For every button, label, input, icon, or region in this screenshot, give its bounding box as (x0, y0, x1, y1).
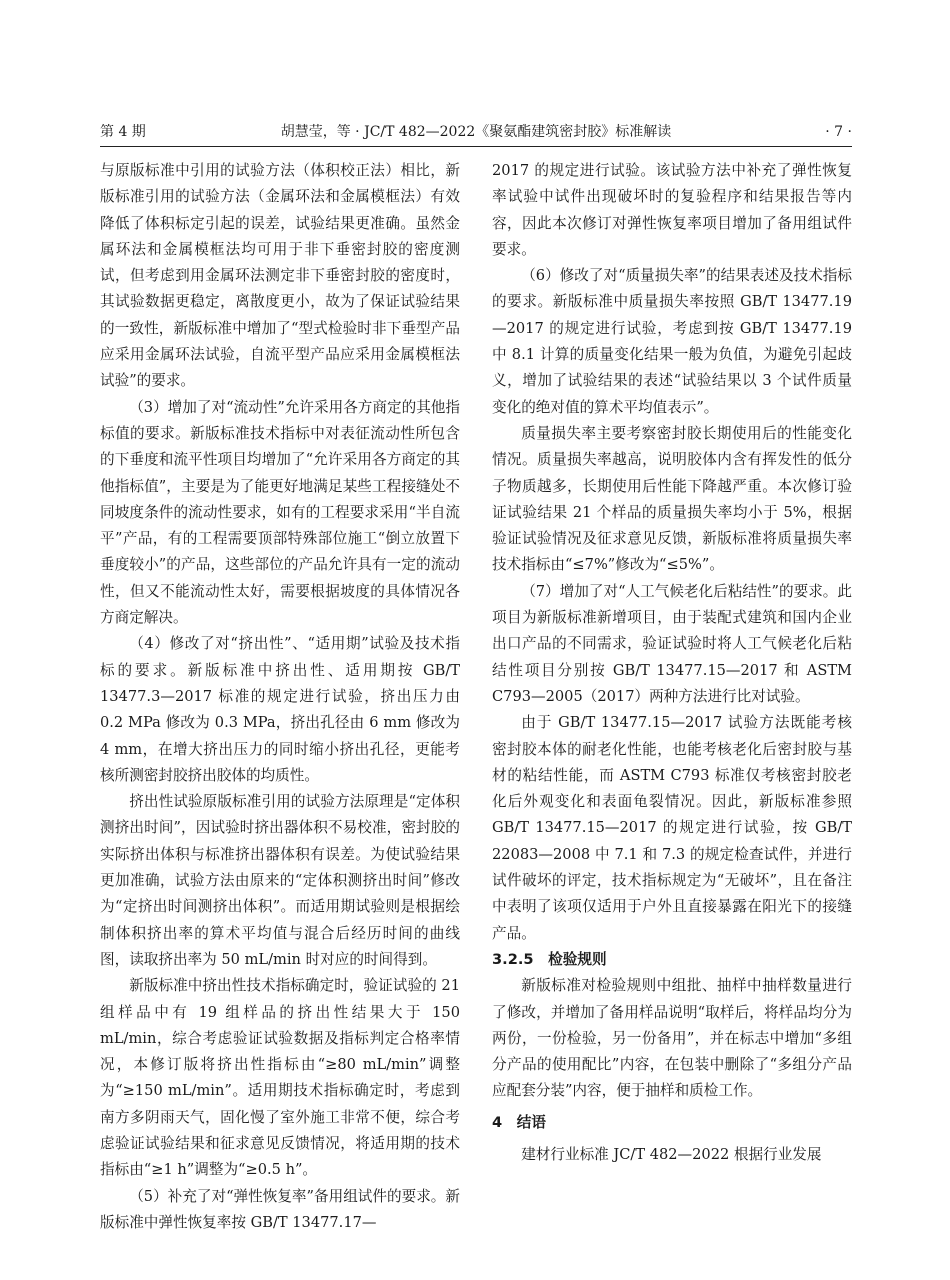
running-title: 胡慧莹，等 · JC/T 482—2022《聚氨酯建筑密封胶》标准解读 (280, 124, 672, 140)
paragraph: 与原版标准中引用的试验方法（体积校正法）相比，新版标准引用的试验方法（金属环法和金属模框法）有效降低了体积标定引起的误差，试验结果更准确。虽然金属环法和金属模框法均可用于非下垂密封胶的密度测试，但考虑到用金属环法测定非下垂密封胶的密度时，其试验数据更稳定，离散度更小，故为了保证试验结果的一致性，新版标准中增加了“型式检验时非下垂型产品应采用金属环法试验，自流平型产品应采用金属模框法试验”的要求。 (100, 162, 460, 390)
subsection-title: 检验规则 (548, 950, 607, 968)
subsection-number: 3.2.5 (492, 950, 534, 968)
paragraph: 质量损失率主要考察密封胶长期使用后的性能变化情况。质量损失率越高，说明胶体内含有挥发性的低分子物质越多，长期使用后性能下降越严重。本次修订验证试验结果 21 个样品的质量损失率均小于 5%，根据验证试验情况及征求意见反馈，新版标准将质量损失率技术指标由“≤7%”修改为“≤5%”。 (492, 424, 852, 574)
left-column (100, 158, 460, 1236)
paragraph: （5）补充了对“弹性恢复率”备用组试件的要求。新版标准中弹性恢复率按 GB/T 13477.17— (100, 1187, 460, 1231)
section-title: 结语 (516, 1113, 546, 1131)
running-header (100, 122, 852, 146)
subsection-heading (492, 947, 852, 973)
paragraph: 挤出性试验原版标准引用的试验方法原理是“定体积测挤出时间”，因试验时挤出器体积不易校准，密封胶的实际挤出体积与标准挤出器体积有误差。为使试验结果更加准确，试验方法由原来的“定体积测挤出时间”修改为“定挤出时间测挤出体积”。而适用期试验则是根据绘制体积挤出率的算术平均值与混合后经历时间的曲线图，读取挤出率为 50 mL/min 时对应的时间得到。 (100, 793, 460, 968)
paragraph: （3）增加了对“流动性”允许采用各方商定的其他指标值的要求。新版标准技术指标中对表征流动性所包含的下垂度和流平性项目均增加了“允许采用各方商定的其他指标值”，主要是为了能更好地满足某些工程接缝处不同坡度条件的流动性要求，如有的工程要求采用“半自流平”产品，有的工程需要顶部特殊部位施工“倒立放置下垂度较小”的产品，这些部位的产品允许具有一定的流动性，但又不能流动性太好，需要根据坡度的具体情况各方商定解决。 (100, 398, 460, 627)
section-heading (492, 1110, 852, 1136)
paragraph: 建材行业标准 JC/T 482—2022 根据行业发展 (521, 1145, 822, 1163)
page-number: · 7 · (825, 124, 852, 140)
issue-number: 第 4 期 (100, 124, 146, 140)
paragraph: （7）增加了对“人工气候老化后粘结性”的要求。此项目为新版标准新增项目，由于装配式建筑和国内企业出口产品的不同需求，验证试验时将人工气候老化后粘结性项目分别按 GB/T 13477.15—2017 和 ASTM C793—2005（2017）两种方法进行比对试验。 (492, 582, 852, 705)
paragraph: 由于 GB/T 13477.15—2017 试验方法既能考核密封胶本体的耐老化性能，也能考核老化后密封胶与基材的粘结性能，而 ASTM C793 标准仅考核密封胶老化后外观变化和表面龟裂情况。因此，新版标准参照 GB/T 13477.15—2017 的规定进行试验，按 GB/T 22083—2008 中 7.1 和 7.3 的规定检查试件，并进行试件破坏的评定，技术指标规定为“无破坏”，且在备注中表明了该项仅适用于户外且直接暴露在阳光下的接缝产品。 (492, 714, 852, 942)
paragraph: 2017 的规定进行试验。该试验方法中补充了弹性恢复率试验中试件出现破坏时的复验程序和结果报告等内容，因此本次修订对弹性恢复率项目增加了备用组试件要求。 (492, 162, 852, 258)
paragraph: （4）修改了对“挤出性”、“适用期”试验及技术指标的要求。新版标准中挤出性、适用期按 GB/T 13477.3—2017 标准的规定进行试验，挤出压力由 0.2 MPa 修改为 0.3 MPa，挤出孔径由 6 mm 修改为 4 mm，在增大挤出压力的同时缩小挤出孔径，更能考核所测密封胶挤出胶体的均质性。 (100, 635, 460, 784)
paragraph: 新版标准中挤出性技术指标确定时，验证试验的 21 组样品中有 19 组样品的挤出性结果大于 150 mL/min，综合考虑验证试验数据及指标判定合格率情况，本修订版将挤出性指标由“≥80 mL/min”调整为“≥150 mL/min”。适用期技术指标确定时，考虑到南方多阴雨天气，固化慢了室外施工非常不便，综合考虑验证试验结果和征求意见反馈情况，将适用期的技术指标由“≥1 h”调整为“≥0.5 h”。 (100, 977, 460, 1179)
header-rule (100, 146, 852, 147)
right-column (492, 158, 852, 1168)
paragraph: （6）修改了对“质量损失率”的结果表述及技术指标的要求。新版标准中质量损失率按照 GB/T 13477.19—2017 的规定进行试验，考虑到按 GB/T 13477.19 中 8.1 计算的质量变化结果一般为负值，为避免引起歧义，增加了试验结果的表述“试验结果以 3 个试件质量变化的绝对值的算术平均值表示”。 (492, 267, 852, 416)
paragraph: 新版标准对检验规则中组批、抽样中抽样数量进行了修改，并增加了备用样品说明“取样后，将样品均分为两份，一份检验，另一份备用”，并在标志中增加“多组分产品的使用配比”内容，在包装中删除了“多组分产品应配套分装”内容，便于抽样和质检工作。 (492, 977, 852, 1100)
section-number: 4 (492, 1113, 503, 1131)
